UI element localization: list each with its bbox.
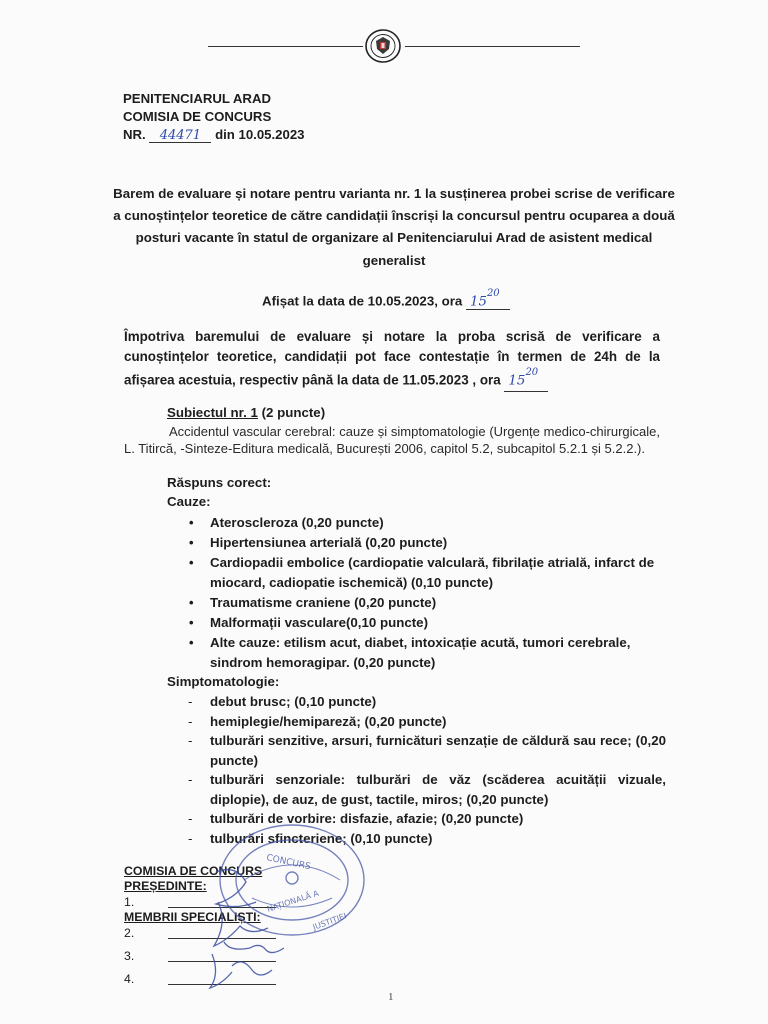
list-item: • Alte cauze: etilism acut, diabet, intoxicație acută, tumori cerebrale, sindrom hemoragipar. (0,20 puncte): [186, 633, 666, 673]
list-item: - tulburări sfincteriene; (0,10 puncte): [186, 829, 666, 849]
subject-description-text: Accidentul vascular cerebral: cauze și simptomatologie (Urgențe medico-chirurgicale, L. Titircă, -Sinteze-Editura medicală, București 2006, capitol 5.2, subcapitol 5.2.1 și 5.2.2.).: [124, 424, 660, 457]
document-title: Barem de evaluare și notare pentru varianta nr. 1 la susținerea probei scrise de verificare a cunoștințelor teoretice de către candidații înscriși la concursul pentru ocuparea a două posturi vacante în statul de organizare al Penitenciarului Arad de asistent medical generalist: [113, 186, 675, 268]
subject-heading: [167, 405, 325, 420]
subject-title: Subiectul nr. 1: [167, 405, 258, 420]
causes-label: Cauze:: [167, 494, 211, 509]
header-rule-right: [405, 46, 580, 47]
posted-minutes: 20: [486, 288, 500, 299]
signature-number-3: 3.: [124, 949, 135, 963]
subject-description: [124, 423, 660, 458]
commission-name: COMISIA DE CONCURS: [123, 109, 272, 124]
posted-hour: 15: [470, 294, 487, 310]
contest-hour: 15: [508, 373, 526, 389]
list-item: • Cardiopadii embolice (cardiopatie valculară, fibrilație atrială, infarct de miocard, cadiopatie ischemică) (0,10 puncte): [186, 553, 666, 593]
committee-title: COMISIA DE CONCURS: [124, 864, 263, 878]
posted-line: [262, 288, 510, 310]
signature-number-2: 2.: [124, 926, 135, 940]
list-item: • Malformații vasculare(0,10 puncte): [186, 613, 666, 633]
list-item: • Hipertensiunea arterială (0,20 puncte): [186, 533, 666, 553]
list-item: - tulburări senzoriale: tulburări de văz (scăderea acuității vizuale, diplopie), de auz, de gust, tactile, miros; (0,20 puncte): [186, 770, 666, 809]
contest-minutes: 20: [525, 367, 539, 378]
subject-points: (2 puncte): [261, 405, 326, 420]
page-number: 1: [388, 991, 394, 1003]
correct-answer-label: Răspuns corect:: [167, 475, 272, 490]
emblem-icon: [362, 27, 404, 65]
symptoms-label: Simptomatologie:: [167, 674, 280, 689]
contest-paragraph: [124, 327, 660, 392]
registration-number: [123, 126, 305, 143]
institution-name: PENITENCIARUL ARAD: [123, 91, 271, 106]
contest-time-handwritten: [504, 367, 548, 392]
list-item: • Ateroscleroza (0,20 puncte): [186, 513, 666, 533]
posted-text: Afișat la data de 10.05.2023, ora: [262, 293, 463, 309]
president-label: PREȘEDINTE:: [124, 879, 207, 893]
nr-handwritten-value: 44471: [149, 129, 211, 143]
svg-text:JUSTIȚIEI: JUSTIȚIEI: [311, 911, 348, 932]
signature-number-4: 4.: [124, 972, 135, 986]
nr-prefix: NR.: [123, 127, 146, 142]
list-item: - debut brusc; (0,10 puncte): [186, 692, 666, 712]
list-item: - hemiplegie/hemipareză; (0,20 puncte): [186, 712, 666, 732]
list-item: - tulburări de vorbire: disfazie, afazie; (0,20 puncte): [186, 809, 666, 829]
list-item: • Traumatisme craniene (0,20 puncte): [186, 593, 666, 613]
svg-text:CONCURS: CONCURS: [265, 853, 312, 873]
svg-text:NAȚIONALĂ A: NAȚIONALĂ A: [265, 888, 320, 914]
posted-time-handwritten: [466, 288, 510, 310]
header-rule-left: [208, 46, 363, 47]
contest-text: Împotriva baremului de evaluare și notare la proba scrisă de verificare a cunoștințelor teoretice, candidații pot face contestație în termen de 24h de la afișarea acestuia, respectiv până la data de 11.05.2023 , ora: [124, 329, 660, 388]
list-item: - tulburări senzitive, arsuri, furnicături senzație de căldură sau rece; (0,20 puncte): [186, 731, 666, 770]
causes-list: [186, 513, 666, 673]
handwritten-signatures: [188, 862, 288, 992]
signature-number-1: 1.: [124, 895, 135, 909]
members-label: MEMBRII SPECIALIȘTI:: [124, 910, 261, 924]
nr-date: din 10.05.2023: [215, 127, 305, 142]
